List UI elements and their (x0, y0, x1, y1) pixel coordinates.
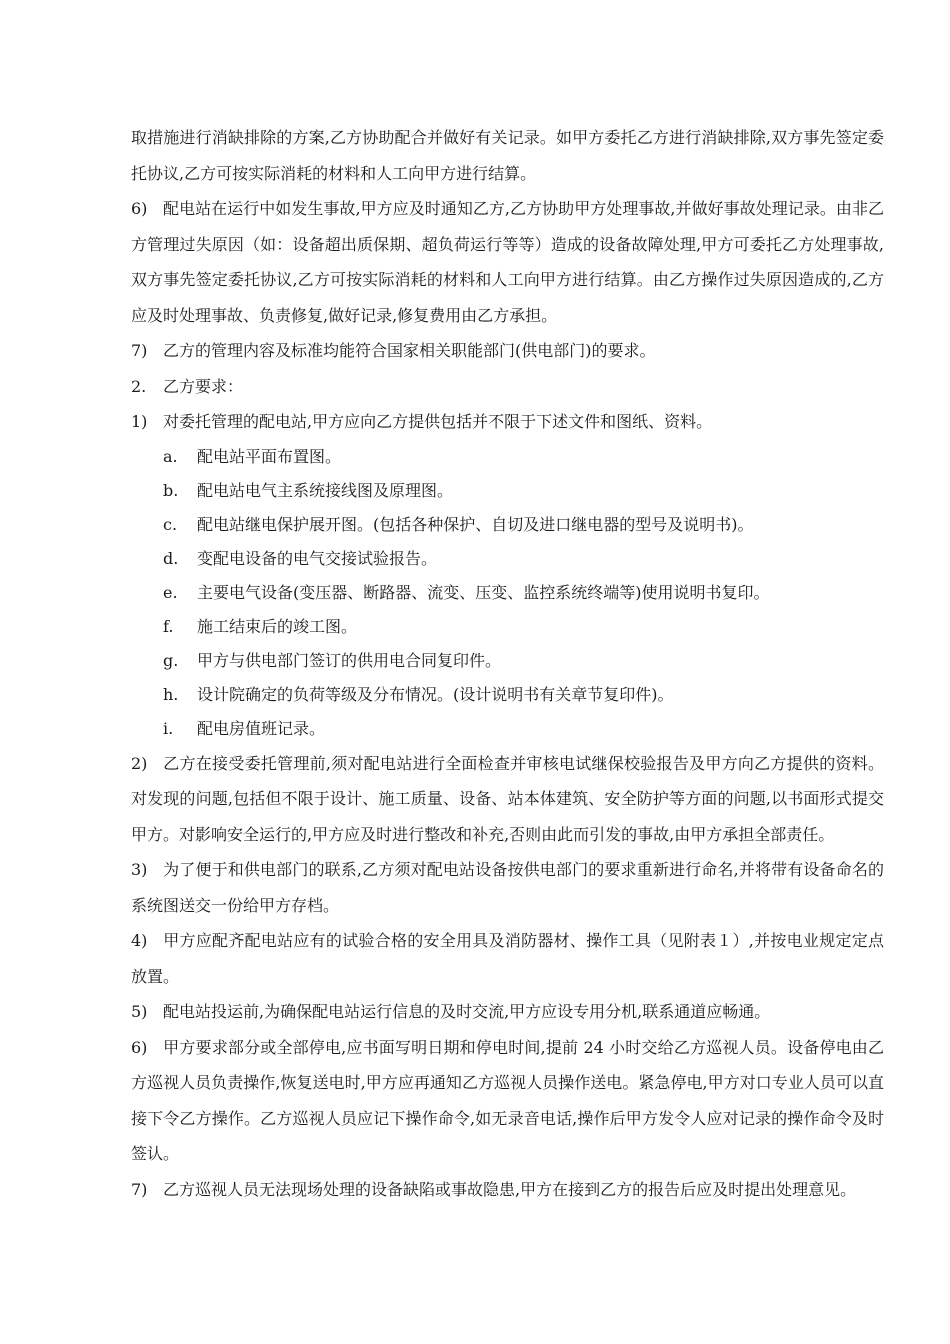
item-text: 乙方的管理内容及标准均能符合国家相关职能部门(供电部门)的要求。 (163, 341, 656, 360)
sub-text: 施工结束后的竣工图。 (197, 616, 358, 636)
item-number: 2) (131, 753, 148, 773)
sub-letter: e. (163, 582, 178, 602)
sub-letter: c. (163, 514, 178, 534)
list-item-4 (131, 923, 884, 994)
item-text: 乙方巡视人员无法现场处理的设备缺陷或事故隐患,甲方在接到乙方的报告后应及时提出处理意见。 (163, 1179, 857, 1199)
sub-item-c (131, 508, 884, 542)
sub-item-h (131, 678, 884, 712)
section-number: 2. (131, 376, 147, 396)
list-item-6 (131, 191, 884, 333)
item-number: 6) (131, 1037, 148, 1057)
item-text: 配电站在运行中如发生事故,甲方应及时通知乙方,乙方协助甲方处理事故,并做好事故处理记录。由非乙方管理过失原因（如：设备超出质保期、超负荷运行等等）造成的设备故障处理,甲方可委托乙方处理事故,双方事先签定委托协议,乙方可按实际消耗的材料和人工向甲方进行结算。由乙方操作过失原因造成的,乙方应及时处理事故、负责修复,做好记录,修复费用由乙方承担。 (131, 199, 884, 325)
list-item-7 (131, 333, 884, 369)
sub-item-d (131, 542, 884, 576)
sub-item-b (131, 474, 884, 508)
item-number: 7) (131, 341, 148, 360)
sub-item-a (131, 440, 884, 474)
section-title: 乙方要求： (163, 376, 244, 396)
sub-letter: a. (163, 446, 178, 466)
sub-letter: g. (163, 650, 179, 670)
intro-paragraph (131, 120, 884, 191)
item-number: 5) (131, 1002, 148, 1021)
list-item-5 (131, 994, 884, 1030)
sub-text: 配电站平面布置图。 (197, 446, 342, 466)
item-text: 乙方在接受委托管理前,须对配电站进行全面检查并审核电试继保校验报告及甲方向乙方提供的资料。对发现的问题,包括但不限于设计、施工质量、设备、站本体建筑、安全防护等方面的问题,以书面形式提交甲方。对影响安全运行的,甲方应及时进行整改和补充,否则由此而引发的事故,由甲方承担全部责任。 (131, 753, 884, 844)
item-number: 7) (131, 1179, 148, 1199)
item-number: 1) (131, 412, 148, 431)
list-item-2 (131, 746, 884, 853)
list-item-6b (131, 1030, 884, 1172)
sub-letter: d. (163, 548, 179, 568)
intro-text: 取措施进行消缺排除的方案,乙方协助配合并做好有关记录。如甲方委托乙方进行消缺排除,双方事先签定委托协议,乙方可按实际消耗的材料和人工向甲方进行结算。 (131, 128, 884, 183)
item-text: 为了便于和供电部门的联系,乙方须对配电站设备按供电部门的要求重新进行命名,并将带有设备命名的系统图送交一份给甲方存档。 (131, 860, 884, 915)
item-text: 甲方要求部分或全部停电,应书面写明日期和停电时间,提前 24 小时交给乙方巡视人员。设备停电由乙方巡视人员负责操作,恢复送电时,甲方应再通知乙方巡视人员操作送电。紧急停电,甲方对口专业人员可以直接下令乙方操作。乙方巡视人员应记下操作命令,如无录音电话,操作后甲方发令人应对记录的操作命令及时签认。 (131, 1037, 884, 1163)
item-text: 配电站投运前,为确保配电站运行信息的及时交流,甲方应设专用分机,联系通道应畅通。 (163, 1002, 771, 1021)
sub-letter: h. (163, 684, 179, 704)
sub-letter: f. (163, 616, 174, 636)
sub-item-g (131, 644, 884, 678)
sub-text: 配电站继电保护展开图。(包括各种保护、自切及进口继电器的型号及说明书)。 (197, 514, 754, 534)
sub-letter: b. (163, 480, 179, 500)
sub-item-e (131, 576, 884, 610)
sub-item-f (131, 610, 884, 644)
sub-text: 配电房值班记录。 (197, 718, 326, 738)
section-heading-2 (131, 369, 884, 405)
item-number: 4) (131, 931, 148, 950)
sub-item-i (131, 712, 884, 746)
list-item-7b (131, 1172, 884, 1208)
sub-letter: i. (163, 718, 174, 738)
sub-text: 主要电气设备(变压器、断路器、流变、压变、监控系统终端等)使用说明书复印。 (197, 582, 770, 602)
list-item-3 (131, 852, 884, 923)
sub-text: 变配电设备的电气交接试验报告。 (197, 548, 438, 568)
item-number: 3) (131, 860, 148, 879)
item-text: 对委托管理的配电站,甲方应向乙方提供包括并不限于下述文件和图纸、资料。 (163, 412, 713, 431)
sub-text: 设计院确定的负荷等级及分布情况。(设计说明书有关章节复印件)。 (197, 684, 674, 704)
item-number: 6) (131, 199, 148, 218)
list-item-1 (131, 404, 884, 440)
sub-text: 配电站电气主系统接线图及原理图。 (197, 480, 454, 500)
document-body (131, 120, 884, 1207)
sub-list (131, 440, 884, 746)
sub-text: 甲方与供电部门签订的供用电合同复印件。 (197, 650, 502, 670)
item-text: 甲方应配齐配电站应有的试验合格的安全用具及消防器材、操作工具（见附表１）,并按电业规定定点放置。 (131, 931, 884, 986)
